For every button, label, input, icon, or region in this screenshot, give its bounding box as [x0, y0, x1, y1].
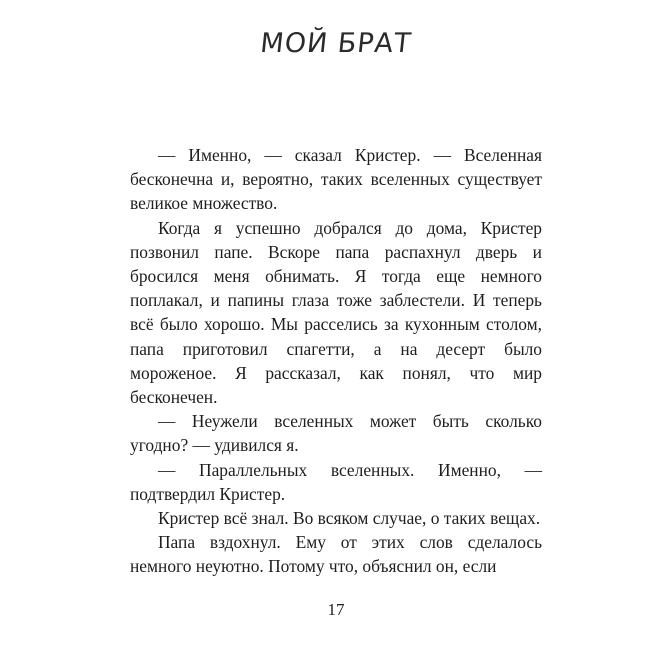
- paragraph: Когда я успешно добрался до дома, Кристер позвонил папе. Вскоре папа распахнул дверь и бросился меня обнимать. Я тогда еще немного поплакал, и папины глаза тоже заблестели. И теперь всё было хорошо. Мы расселись за кухонным столом, папа приготовил спагетти, а на десерт было мороженое. Я рассказал, как понял, что мир бесконечен.: [130, 217, 542, 408]
- paragraph: Кристер всё знал. Во всяком случае, о таких вещах.: [158, 508, 541, 529]
- chapter-title: МОЙ БРАТ: [258, 28, 414, 59]
- page-number: 17: [327, 600, 345, 619]
- paragraph: Папа вздохнул. Ему от этих слов сделалось немного неуютно. Потому что, объяснил он, если: [130, 532, 542, 577]
- paragraph: — Неужели вселенных может быть сколько угодно? — удивился я.: [130, 411, 542, 456]
- paragraph: — Параллельных вселенных. Именно, — подтвердил Кристер.: [130, 459, 542, 504]
- paragraph: — Именно, — сказал Кристер. — Вселенная бесконечна и, вероятно, таких вселенных существует великое множество.: [130, 145, 542, 214]
- body-text: [130, 143, 542, 579]
